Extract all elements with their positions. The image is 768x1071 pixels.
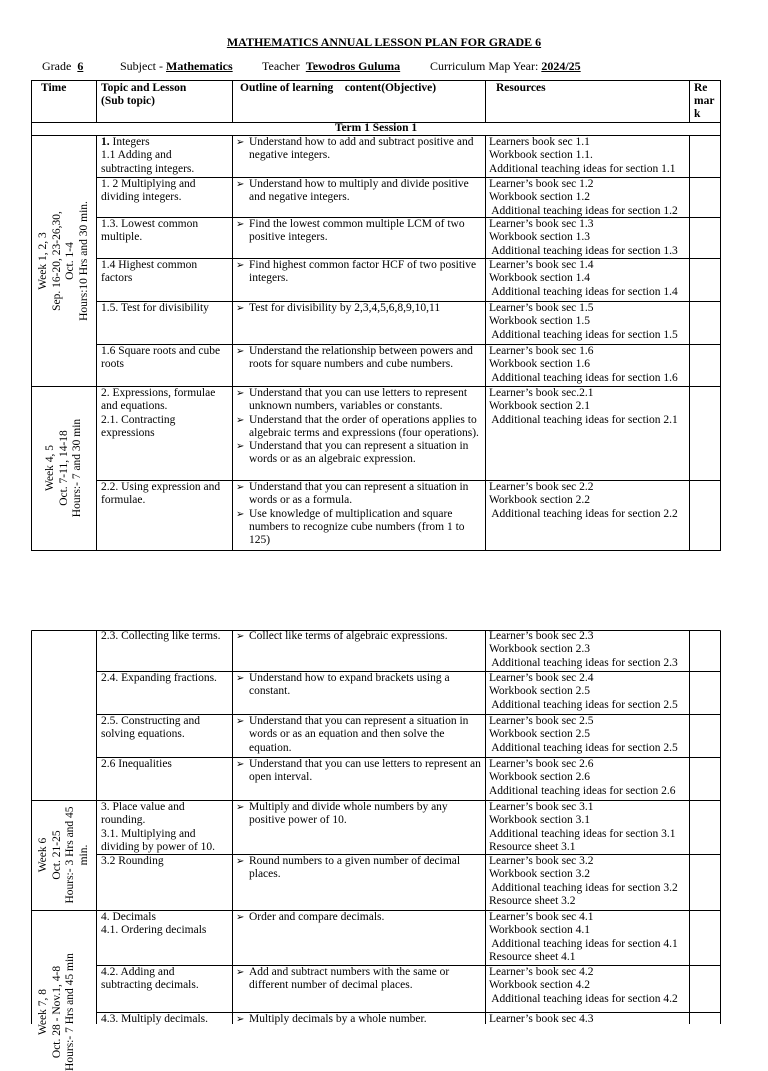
objective-item — [233, 440, 482, 467]
term-row: Term 1 Session 1 — [334, 122, 418, 134]
topic-cell — [101, 758, 231, 771]
topic-cell — [101, 481, 231, 508]
curriculum-year-value: 2024/25 — [541, 59, 581, 73]
resources-cell: Learner’s book sec 2.3 Workbook section 2.3 Additional teaching ideas for section 2.3 — [489, 630, 678, 669]
objective-cell — [233, 758, 482, 785]
header-remark: Re mar k — [694, 82, 715, 120]
arrow-bullet-icon: ➢ — [236, 508, 245, 520]
arrow-bullet-icon: ➢ — [236, 716, 245, 727]
objective-item — [233, 414, 482, 441]
objective-cell — [233, 1013, 482, 1026]
objective-cell — [233, 218, 482, 245]
topic-text: 1.5. Test for divisibility — [101, 302, 209, 314]
objective-cell — [233, 387, 482, 467]
topic-text: Integers 1.1 Adding and subtracting integers. — [101, 136, 195, 175]
objective-text: Test for divisibility by 2,3,4,5,6,8,9,10,11 — [249, 302, 441, 314]
topic-cell — [101, 672, 231, 685]
topic-text: 2.4. Expanding fractions. — [101, 672, 217, 684]
arrow-bullet-icon: ➢ — [236, 482, 245, 493]
topic-cell — [101, 801, 231, 854]
teacher-value: Tewodros Guluma — [305, 59, 401, 73]
objective-item — [233, 911, 482, 924]
objective-text: Understand that the order of operations applies to algebraic terms and expressions (four operations). — [249, 413, 479, 439]
topic-cell — [101, 966, 231, 993]
objective-item — [233, 136, 482, 163]
objective-cell — [233, 715, 482, 755]
arrow-bullet-icon: ➢ — [236, 260, 245, 271]
resources-cell: Learner’s book sec 4.2 Workbook section 4.2 Additional teaching ideas for section 4.2 — [489, 966, 678, 1005]
objective-cell — [233, 630, 482, 643]
objective-text: Understand that you can represent a situation in words or as an algebraic expression. — [249, 440, 469, 466]
resources-cell: Learner’s book sec.2.1 Workbook section 2.1 Additional teaching ideas for section 2.1 — [489, 387, 678, 426]
header-topic: Topic and Lesson (Sub topic) — [101, 82, 187, 108]
topic-text: 1. 2 Multiplying and dividing integers. — [101, 178, 196, 204]
objective-cell — [233, 259, 482, 286]
objective-item — [233, 855, 482, 882]
objective-item — [233, 1013, 482, 1026]
topic-text: 3. Place value and rounding. 3.1. Multiplying and dividing by power of 10. — [101, 801, 216, 853]
objective-text: Multiply decimals by a whole number. — [249, 1013, 427, 1025]
objective-item — [233, 302, 482, 315]
header-time: Time — [41, 82, 67, 94]
topic-text: 2. Expressions, formulae and equations. 2.1. Contracting expressions — [101, 387, 216, 439]
topic-cell — [101, 911, 231, 938]
topic-text: 1.6 Square roots and cube roots — [101, 345, 221, 371]
objective-text: Find the lowest common multiple LCM of two positive integers. — [249, 218, 465, 244]
objective-cell — [233, 178, 482, 205]
arrow-bullet-icon: ➢ — [236, 856, 245, 867]
arrow-bullet-icon: ➢ — [236, 179, 245, 190]
topic-text: 4.3. Multiply decimals. — [101, 1013, 209, 1025]
arrow-bullet-icon: ➢ — [236, 303, 245, 314]
arrow-bullet-icon: ➢ — [236, 137, 245, 148]
resources-cell: Learner’s book sec 1.4 Workbook section 1.4 Additional teaching ideas for section 1.4 — [489, 259, 678, 298]
arrow-bullet-icon: ➢ — [236, 388, 245, 399]
time-cell-week-7-8: Week 7, 8 Oct. 28 - Nov.1, 4-8 Hours:- 7 Hrs and 45 min — [36, 953, 76, 1071]
objective-text: Add and subtract numbers with the same or different number of decimal places. — [249, 966, 450, 992]
topic-cell — [101, 387, 231, 440]
objective-item — [233, 508, 482, 548]
objective-cell — [233, 136, 482, 163]
objective-item — [233, 178, 482, 205]
objective-cell — [233, 672, 482, 699]
objective-text: Understand how to add and subtract positive and negative integers. — [249, 136, 474, 162]
objective-cell — [233, 345, 482, 372]
objective-item — [233, 758, 482, 785]
resources-cell: Learner’s book sec 1.3 Workbook section 1.3 Additional teaching ideas for section 1.3 — [489, 218, 678, 257]
arrow-bullet-icon: ➢ — [236, 802, 245, 813]
time-cell-week-4-5: Week 4, 5 Oct. 7-11, 14-18 Hours:- 7 and 30 min — [43, 418, 83, 518]
objective-text: Order and compare decimals. — [249, 911, 385, 923]
arrow-bullet-icon: ➢ — [236, 1014, 245, 1025]
objective-item — [233, 218, 482, 245]
resources-cell: Learners book sec 1.1 Workbook section 1.1. Additional teaching ideas for section 1.1 — [489, 136, 676, 175]
objective-text: Multiply and divide whole numbers by any positive power of 10. — [249, 801, 448, 827]
objective-text: Understand that you can use letters to represent unknown numbers, variables or constants. — [249, 387, 468, 413]
topic-cell — [101, 218, 231, 245]
topic-cell — [101, 302, 231, 315]
resources-cell: Learner’s book sec 2.2 Workbook section 2.2 Additional teaching ideas for section 2.2 — [489, 481, 678, 520]
topic-cell — [101, 178, 231, 205]
objective-text: Understand that you can represent a situation in words or as an equation and then solve the equation. — [249, 715, 469, 754]
objective-text: Understand how to expand brackets using a constant. — [249, 672, 450, 698]
arrow-bullet-icon: ➢ — [236, 346, 245, 357]
objective-item — [233, 345, 482, 372]
objective-text: Understand how to multiply and divide positive and negative integers. — [249, 178, 469, 204]
topic-cell — [101, 136, 231, 176]
header-resources: Resources — [496, 82, 546, 94]
resources-cell: Learner’s book sec 4.1 Workbook section 4.1 Additional teaching ideas for section 4.1 Resource sheet 4.1 — [489, 911, 678, 963]
topic-text: 1.3. Lowest common multiple. — [101, 218, 199, 244]
arrow-bullet-icon: ➢ — [236, 219, 245, 230]
time-cell-week-6: Week 6 Oct. 21-25 Hours:- 3 Hrs and 45 min. — [37, 806, 90, 904]
resources-cell: Learner’s book sec 3.1 Workbook section 3.1 Additional teaching ideas for section 3.1 Resource sheet 3.1 — [489, 801, 676, 853]
curriculum-year-label: Curriculum Map Year: — [430, 59, 539, 73]
objective-item — [233, 966, 482, 993]
topic-cell — [101, 1013, 231, 1026]
topic-cell — [101, 630, 231, 643]
objective-text: Round numbers to a given number of decimal places. — [249, 855, 461, 881]
topic-text: 2.6 Inequalities — [101, 758, 172, 770]
resources-cell: Learner’s book sec 2.4 Workbook section 2.5 Additional teaching ideas for section 2.5 — [489, 672, 678, 711]
objective-text: Understand that you can use letters to represent an open interval. — [249, 758, 481, 784]
topic-text: 2.5. Constructing and solving equations. — [101, 715, 201, 741]
objective-cell — [233, 911, 482, 924]
objective-item — [233, 672, 482, 699]
arrow-bullet-icon: ➢ — [236, 631, 245, 642]
topic-cell — [101, 259, 231, 286]
subject-value: Mathematics — [166, 59, 233, 73]
header-outline: Outline of learning content(Objective) — [240, 82, 437, 94]
objective-item — [233, 801, 482, 828]
objective-item — [233, 715, 482, 755]
objective-cell — [233, 855, 482, 882]
resources-cell: Learner’s book sec 1.2 Workbook section 1.2 Additional teaching ideas for section 1.2 — [489, 178, 678, 217]
objective-cell — [233, 801, 482, 828]
arrow-bullet-icon: ➢ — [236, 759, 245, 770]
objective-cell — [233, 302, 482, 315]
document-title: MATHEMATICS ANNUAL LESSON PLAN FOR GRADE 6 — [226, 35, 542, 49]
time-cell-week-1-3: Week 1, 2, 3 Sep. 16-20, 23-26,30, Oct. 1-4 Hours:10 Hrs and 30 min. — [37, 201, 90, 321]
resources-cell: Learner’s book sec 1.6 Workbook section 1.6 Additional teaching ideas for section 1.6 — [489, 345, 678, 384]
objective-text: Understand that you can represent a situation in words or as a formula. — [249, 481, 469, 507]
grade-value: 6 — [77, 59, 84, 73]
subject-label: Subject - — [120, 59, 163, 73]
grade-label: Grade — [42, 59, 72, 73]
objective-item — [233, 630, 482, 643]
resources-cell: Learner’s book sec 1.5 Workbook section 1.5 Additional teaching ideas for section 1.5 — [489, 302, 678, 341]
topic-text: 2.2. Using expression and formulae. — [101, 481, 221, 507]
objective-text: Understand the relationship between powers and roots for square numbers and cube numbers. — [249, 345, 473, 371]
resources-cell: Learner’s book sec 2.5 Workbook section 2.5 Additional teaching ideas for section 2.5 — [489, 715, 678, 754]
resources-cell: Learner’s book sec 3.2 Workbook section 3.2 Additional teaching ideas for section 3.2 Resource sheet 3.2 — [489, 855, 678, 907]
topic-cell — [101, 345, 231, 372]
topic-text: 4.2. Adding and subtracting decimals. — [101, 966, 199, 992]
arrow-bullet-icon: ➢ — [236, 414, 245, 426]
objective-cell — [233, 966, 482, 993]
resources-cell: Learner’s book sec 2.6 Workbook section 2.6 Additional teaching ideas for section 2.6 — [489, 758, 676, 797]
topic-text: 2.3. Collecting like terms. — [101, 630, 221, 642]
objective-item — [233, 259, 482, 286]
topic-cell — [101, 715, 231, 742]
arrow-bullet-icon: ➢ — [236, 912, 245, 923]
objective-text: Find highest common factor HCF of two positive integers. — [249, 259, 477, 285]
objective-item — [233, 387, 482, 414]
objective-text: Use knowledge of multiplication and square numbers to recognize cube numbers (from 1 to 125) — [249, 507, 465, 547]
objective-cell — [233, 481, 482, 547]
topic-number: 1. — [101, 136, 110, 148]
teacher-label: Teacher — [262, 59, 300, 73]
objective-text: Collect like terms of algebraic expressions. — [249, 630, 448, 642]
topic-text: 1.4 Highest common factors — [101, 259, 198, 285]
arrow-bullet-icon: ➢ — [236, 441, 245, 453]
resources-cell: Learner’s book sec 4.3 — [489, 1013, 594, 1025]
arrow-bullet-icon: ➢ — [236, 967, 245, 978]
topic-text: 4. Decimals 4.1. Ordering decimals — [101, 911, 207, 937]
objective-item — [233, 481, 482, 508]
topic-cell — [101, 855, 231, 868]
topic-text: 3.2 Rounding — [101, 855, 164, 867]
arrow-bullet-icon: ➢ — [236, 673, 245, 684]
